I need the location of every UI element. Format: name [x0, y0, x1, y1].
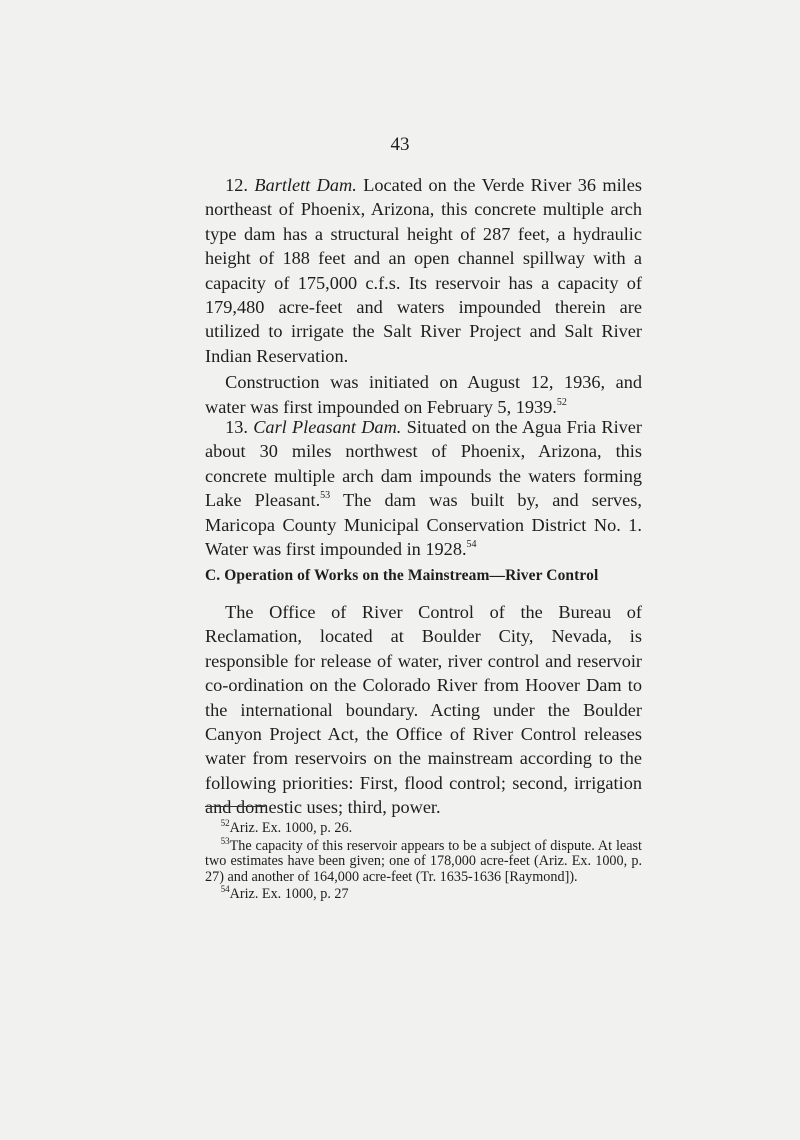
footnotes — [205, 818, 642, 903]
item-12-construction — [205, 370, 642, 419]
footnote-52-num: 52 — [220, 818, 230, 828]
section-c-heading: C. Operation of Works on the Mainstream—River Control — [205, 567, 599, 584]
footnote-53-text: The capacity of this reservoir appears to be a subject of dispute. At least two estimates have been given; one of 178,000 acre-feet (Ariz. Ex. 1000, p. 27) and another of 164,000 acre-feet (Tr. 1635-1636 [Raymond]). — [205, 837, 642, 885]
item-12-title: Bartlett Dam. — [254, 175, 357, 195]
page-number: 43 — [390, 134, 410, 155]
item-13-text-a: Situated on the Agua Fria River about 30 miles northwest of Phoenix, Arizona, this concrete multiple arch dam impounds the waters forming Lake Pleasant. — [205, 417, 642, 511]
item-12-paragraph — [205, 173, 642, 368]
item-12 — [205, 173, 642, 419]
footnote-53 — [205, 835, 642, 886]
footnote-52-text: Ariz. Ex. 1000, p. 26. — [229, 820, 353, 836]
footnote-54 — [205, 884, 642, 903]
footnote-ref-54: 54 — [466, 539, 477, 551]
item-13-title: Carl Pleasant Dam. — [253, 417, 402, 437]
item-13 — [205, 415, 642, 561]
footnote-divider — [205, 806, 642, 807]
item-13-number: 13. — [225, 417, 248, 437]
item-13-text-b: The dam was built by, and serves, Maricopa County Municipal Conservation District No. 1. Water was first impounded in 1928. — [205, 490, 642, 560]
footnote-54-text: Ariz. Ex. 1000, p. 27 — [229, 886, 349, 903]
footnote-ref-52: 52 — [556, 396, 567, 408]
item-12-number: 12. — [225, 175, 248, 195]
footnote-ref-53: 53 — [320, 490, 331, 502]
item-12-text: Located on the Verde River 36 miles northeast of Phoenix, Arizona, this concrete multiple arch type dam has a structural height of 287 feet, a hydraulic height of 188 feet and an open channel spillway with a capacity of 175,000 c.f.s. Its reservoir has a capacity of 179,480 acre-feet and waters impounded therein are utilized to irrigate the Salt River Project and Salt River Indian Reservation. — [205, 175, 642, 366]
footnote-54-num: 54 — [220, 884, 230, 895]
footnote-52 — [205, 818, 642, 837]
item-12-para2: Construction was initiated on August 12, 1936, and water was first impounded on February 5, 1939. — [205, 372, 642, 417]
footnote-53-num: 53 — [220, 835, 230, 846]
section-c-paragraph: The Office of River Control of the Bureau of Reclamation, located at Boulder City, Nevada, is responsible for release of water, river control and reservoir co-ordination on the Colorado River from Hoover Dam to the international boundary. Acting under the Boulder Canyon Project Act, the Office of River Control releases water from reservoirs on the mainstream according to the following priorities: First, flood control; second, irrigation and domestic uses; third, power. — [205, 602, 642, 818]
item-13-paragraph — [205, 415, 642, 561]
section-c — [205, 567, 642, 820]
